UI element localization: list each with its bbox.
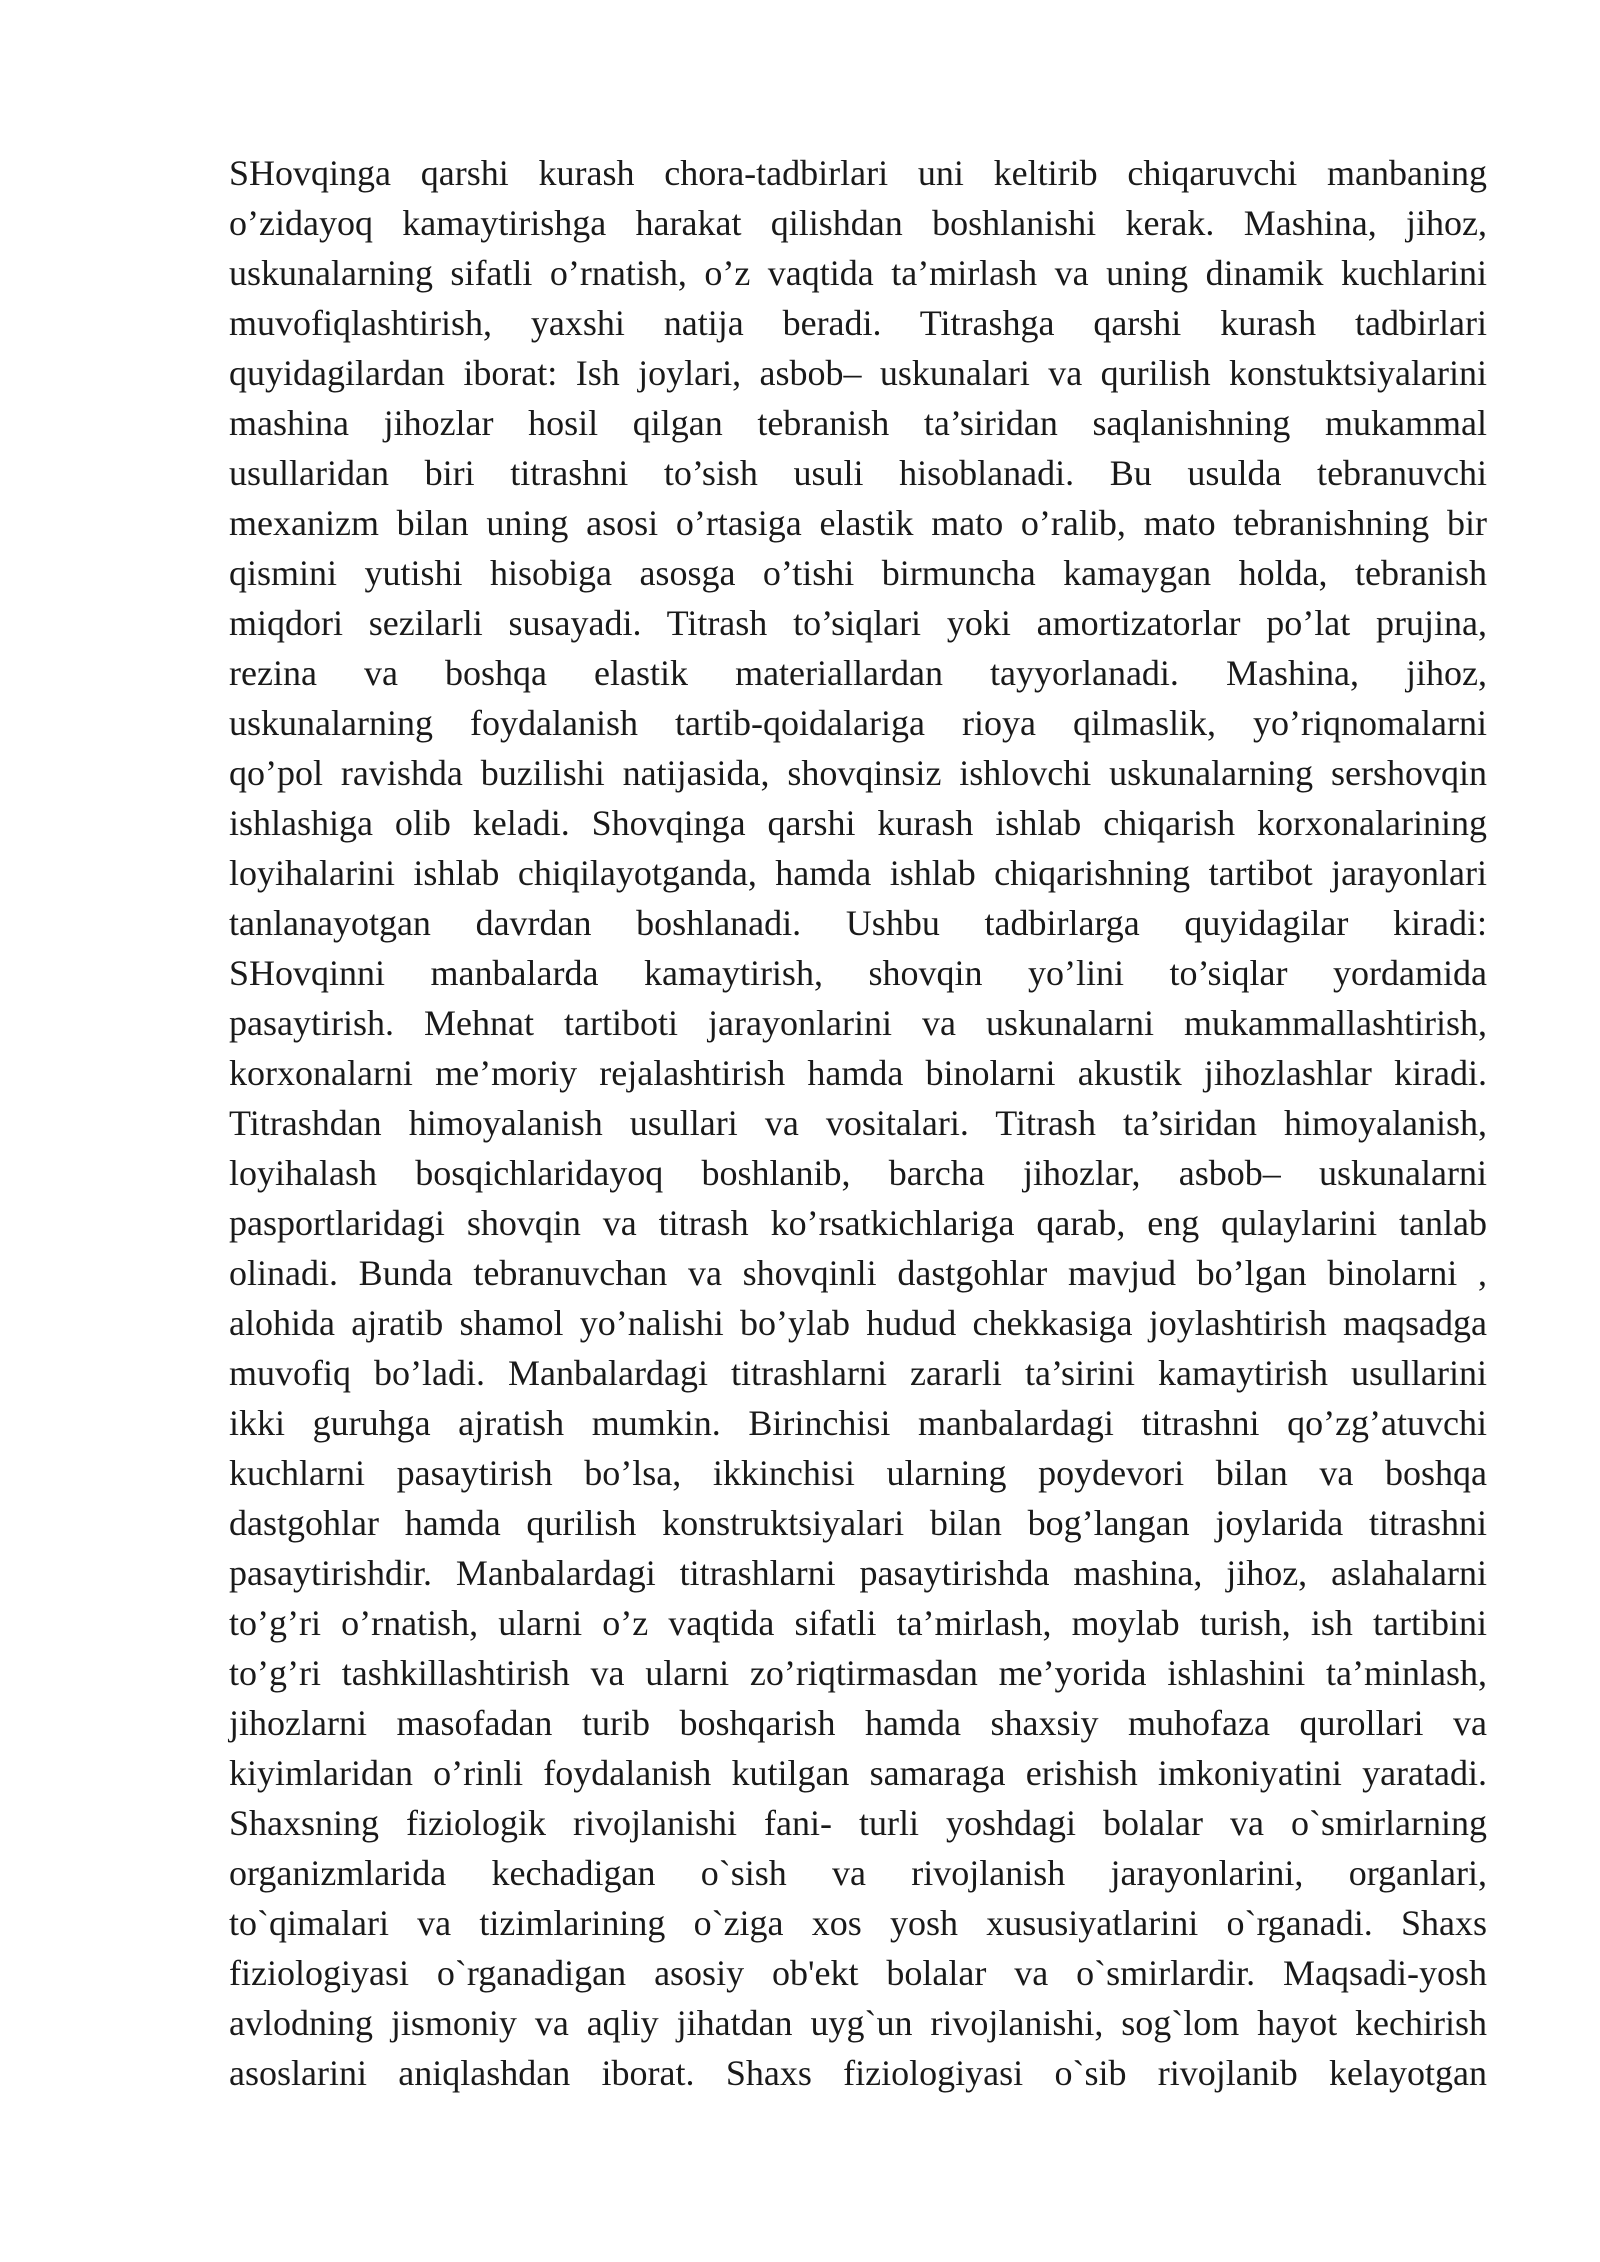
- text-line: pasaytirishdir. Manbalardagi titrashlarni pasaytirishda mashina, jihoz, aslahalarni: [229, 1553, 1487, 1593]
- text-line: miqdori sezilarli susayadi. Titrash to’siqlari yoki amortizatorlar po’lat prujina,: [229, 603, 1487, 643]
- text-line: usullaridan biri titrashni to’sish usuli hisoblanadi. Bu usulda tebranuvchi: [229, 453, 1487, 493]
- text-line: rezina va boshqa elastik materiallardan tayyorlanadi. Mashina, jihoz,: [229, 653, 1487, 693]
- body-paragraph: [229, 148, 1487, 2098]
- text-line: korxonalarni me’moriy rejalashtirish hamda binolarni akustik jihozlashlar kiradi.: [229, 1053, 1487, 1093]
- text-line: SHovqinga qarshi kurash chora-tadbirlari uni keltirib chiqaruvchi manbaning: [229, 153, 1487, 193]
- text-line: olinadi. Bunda tebranuvchan va shovqinli dastgohlar mavjud bo’lgan binolarni ,: [229, 1253, 1487, 1293]
- text-line: kiyimlaridan o’rinli foydalanish kutilgan samaraga erishish imkoniyatini yaratadi.: [229, 1753, 1487, 1793]
- text-line: muvofiqlashtirish, yaxshi natija beradi. Titrashga qarshi kurash tadbirlari: [229, 303, 1487, 343]
- text-line: o’zidayoq kamaytirishga harakat qilishdan boshlanishi kerak. Mashina, jihoz,: [229, 203, 1487, 243]
- text-line: pasportlaridagi shovqin va titrash ko’rsatkichlariga qarab, eng qulaylarini tanlab: [229, 1203, 1487, 1243]
- text-line: fiziologiyasi o`rganadigan asosiy ob'ekt bolalar va o`smirlardir. Maqsadi-yosh: [229, 1953, 1487, 1993]
- text-line: Shaxsning fiziologik rivojlanishi fani- turli yoshdagi bolalar va o`smirlarning: [229, 1803, 1487, 1843]
- text-line: to’g’ri o’rnatish, ularni o’z vaqtida sifatli ta’mirlash, moylab turish, ish tartibini: [229, 1603, 1487, 1643]
- text-line: SHovqinni manbalarda kamaytirish, shovqin yo’lini to’siqlar yordamida: [229, 953, 1487, 993]
- text-line: organizmlarida kechadigan o`sish va rivojlanish jarayonlarini, organlari,: [229, 1853, 1487, 1893]
- text-line: quyidagilardan iborat: Ish joylari, asbob– uskunalari va qurilish konstuktsiyalarini: [229, 353, 1487, 393]
- text-line: tanlanayotgan davrdan boshlanadi. Ushbu tadbirlarga quyidagilar kiradi:: [229, 903, 1487, 943]
- text-line: jihozlarni masofadan turib boshqarish hamda shaxsiy muhofaza qurollari va: [229, 1703, 1487, 1743]
- text-line: ishlashiga olib keladi. Shovqinga qarshi kurash ishlab chiqarish korxonalarining: [229, 803, 1487, 843]
- text-line: uskunalarning sifatli o’rnatish, o’z vaqtida ta’mirlash va uning dinamik kuchlarini: [229, 253, 1487, 293]
- text-line: to’g’ri tashkillashtirish va ularni zo’riqtirmasdan me’yorida ishlashini ta’minlash,: [229, 1653, 1487, 1693]
- text-line: kuchlarni pasaytirish bo’lsa, ikkinchisi ularning poydevori bilan va boshqa: [229, 1453, 1487, 1493]
- text-line: mashina jihozlar hosil qilgan tebranish ta’siridan saqlanishning mukammal: [229, 403, 1487, 443]
- text-line: uskunalarning foydalanish tartib-qoidalariga rioya qilmaslik, yo’riqnomalarni: [229, 703, 1487, 743]
- text-line: ikki guruhga ajratish mumkin. Birinchisi manbalardagi titrashni qo’zg’atuvchi: [229, 1403, 1487, 1443]
- text-line: avlodning jismoniy va aqliy jihatdan uyg`un rivojlanishi, sog`lom hayot kechirish: [229, 2003, 1487, 2043]
- text-line: loyihalash bosqichlaridayoq boshlanib, barcha jihozlar, asbob– uskunalarni: [229, 1153, 1487, 1193]
- text-line: qismini yutishi hisobiga asosga o’tishi birmuncha kamaygan holda, tebranish: [229, 553, 1487, 593]
- text-line: asoslarini aniqlashdan iborat. Shaxs fiziologiyasi o`sib rivojlanib kelayotgan: [229, 2053, 1487, 2093]
- text-line: Titrashdan himoyalanish usullari va vositalari. Titrash ta’siridan himoyalanish,: [229, 1103, 1487, 1143]
- text-line: loyihalarini ishlab chiqilayotganda, hamda ishlab chiqarishning tartibot jarayonlari: [229, 853, 1487, 893]
- text-line: pasaytirish. Mehnat tartiboti jarayonlarini va uskunalarni mukammallashtirish,: [229, 1003, 1487, 1043]
- text-line: to`qimalari va tizimlarining o`ziga xos yosh xususiyatlarini o`rganadi. Shaxs: [229, 1903, 1487, 1943]
- text-line: muvofiq bo’ladi. Manbalardagi titrashlarni zararli ta’sirini kamaytirish usullarini: [229, 1353, 1487, 1393]
- text-line: qo’pol ravishda buzilishi natijasida, shovqinsiz ishlovchi uskunalarning sershovqin: [229, 753, 1487, 793]
- text-line: dastgohlar hamda qurilish konstruktsiyalari bilan bog’langan joylarida titrashni: [229, 1503, 1487, 1543]
- text-line: alohida ajratib shamol yo’nalishi bo’ylab hudud chekkasiga joylashtirish maqsadga: [229, 1303, 1487, 1343]
- text-line: mexanizm bilan uning asosi o’rtasiga elastik mato o’ralib, mato tebranishning bir: [229, 503, 1487, 543]
